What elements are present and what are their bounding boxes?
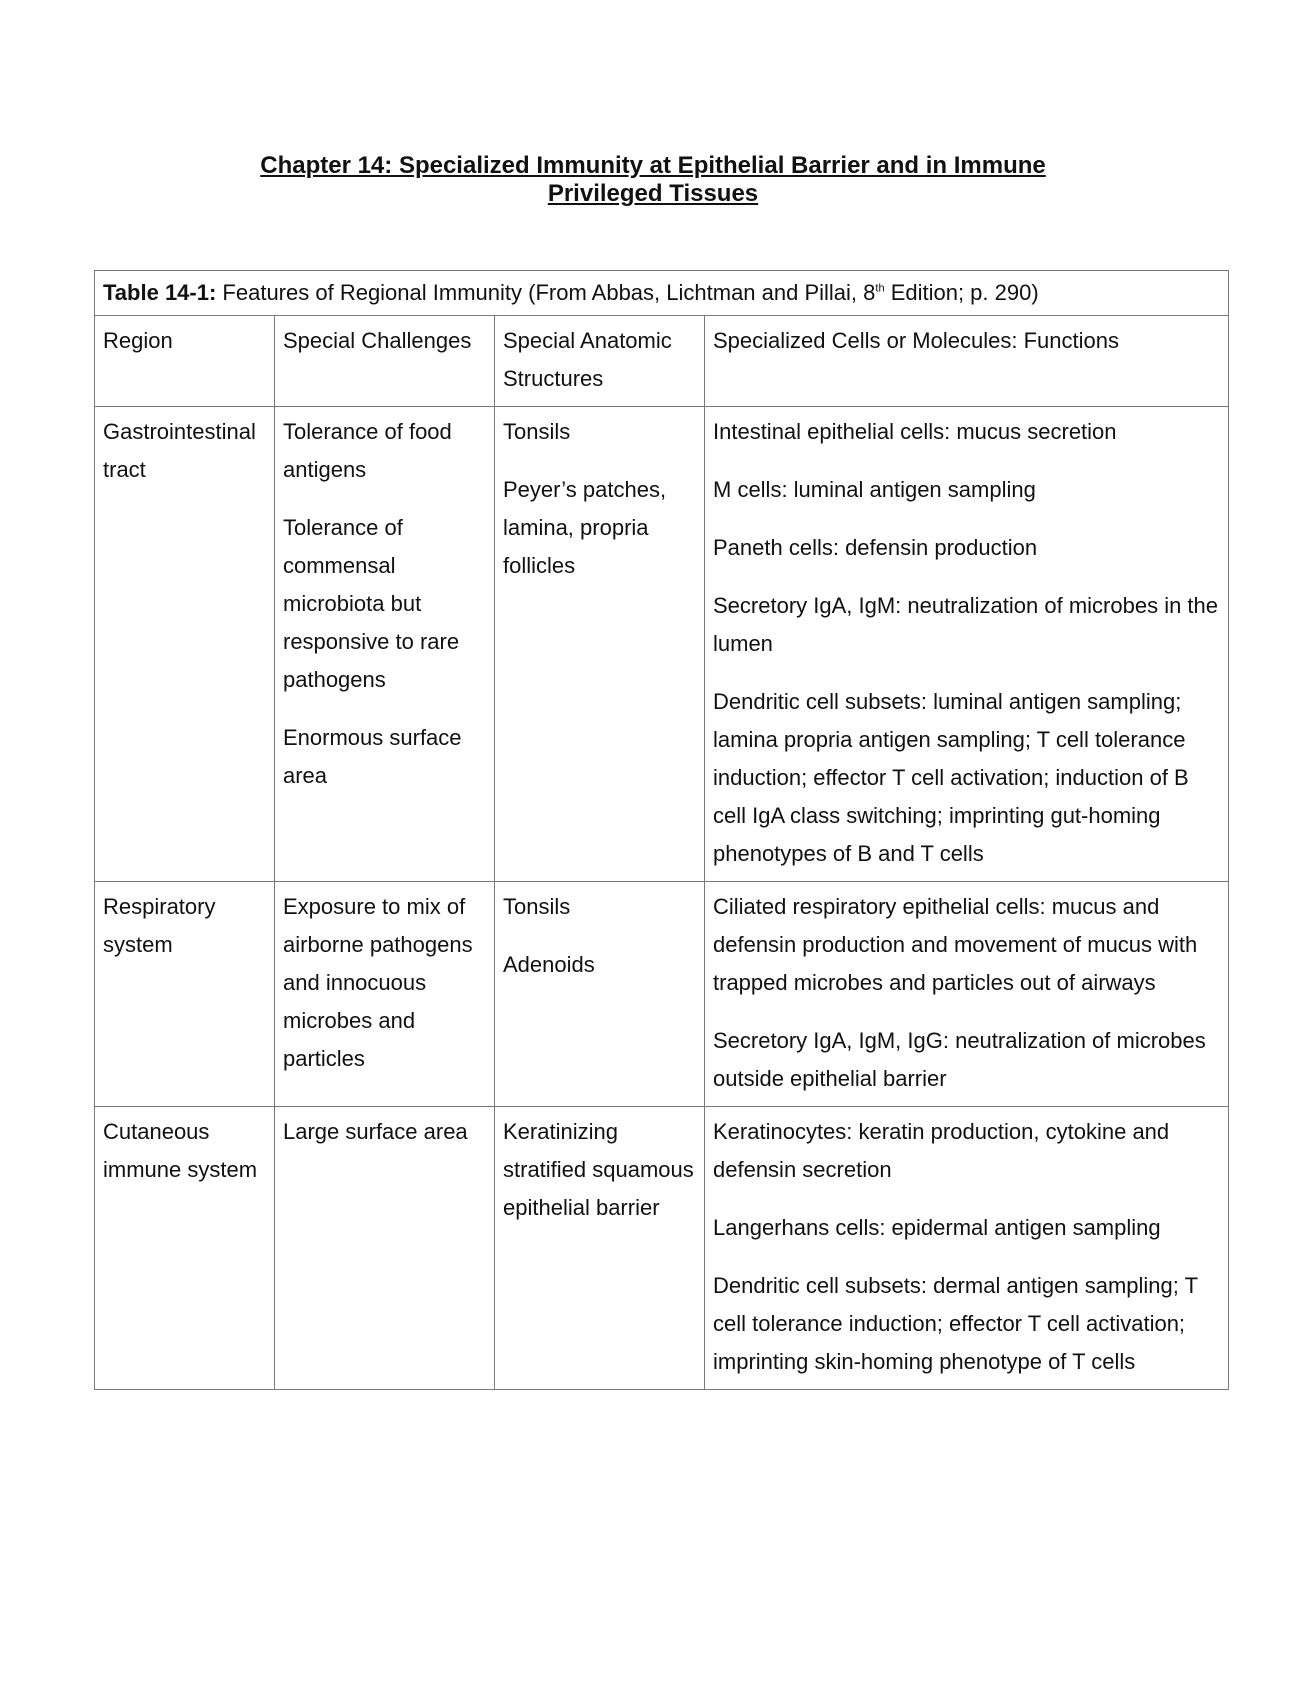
cell-function-item: Langerhans cells: epidermal antigen sampling [713,1215,1161,1240]
challenge-item: Tolerance of food antigens [283,419,452,482]
table-row [95,1107,1229,1390]
page-title-line-2: Privileged Tissues [547,180,759,207]
structure-item: Peyer’s patches, lamina, propria follicles [503,477,667,578]
challenge-item: Large surface area [283,1119,468,1144]
cell-region: Respiratory system [95,882,275,1107]
header-region: Region [95,316,275,407]
cell-region: Gastrointestinal tract [95,407,275,882]
header-special-anatomic-structures: Special Anatomic Structures [495,316,705,407]
table-caption [95,271,1229,316]
cell-function-item: Secretory IgA, IgM, IgG: neutralization of microbes outside epithelial barrier [713,1028,1206,1091]
page-title-line-1: Chapter 14: Specialized Immunity at Epithelial Barrier and in Immune [260,152,1046,179]
table-caption-text: Features of Regional Immunity (From Abbas, Lichtman and Pillai, 8 [216,280,876,305]
structure-item: Keratinizing stratified squamous epithelial barrier [503,1119,694,1220]
cell-function-item: Intestinal epithelial cells: mucus secretion [713,419,1117,444]
challenge-item: Tolerance of commensal microbiota but responsive to rare pathogens [283,515,460,692]
page-title [200,152,1106,208]
structure-item: Adenoids [503,952,595,977]
header-special-challenges: Special Challenges [275,316,495,407]
cell-function-item: Dendritic cell subsets: dermal antigen sampling; T cell tolerance induction; effector T cell activation; imprinting skin-homing phenotype of T cells [713,1273,1198,1374]
table-caption-superscript: th [875,282,885,295]
challenge-item: Enormous surface area [283,725,462,788]
cell-anatomic-structures [495,1107,705,1390]
cell-special-challenges [275,882,495,1107]
cell-specialized-cells [705,1107,1229,1390]
cell-function-item: Ciliated respiratory epithelial cells: mucus and defensin production and movement of mucus with trapped microbes and particles out of airways [713,894,1198,995]
cell-anatomic-structures [495,407,705,882]
structure-item: Tonsils [503,419,571,444]
cell-function-item: Dendritic cell subsets: luminal antigen sampling; lamina propria antigen sampling; T cell tolerance induction; effector T cell activation; induction of B cell IgA class switching; imprinting gut-homing phenotypes of B and T cells [713,689,1189,866]
cell-anatomic-structures [495,882,705,1107]
cell-function-item: Secretory IgA, IgM: neutralization of microbes in the lumen [713,593,1219,656]
table-caption-row [95,271,1229,316]
structure-item: Tonsils [503,894,571,919]
cell-specialized-cells [705,407,1229,882]
table-caption-label: Table 14-1: [103,280,217,305]
cell-function-item: M cells: luminal antigen sampling [713,477,1036,502]
table-header-row [95,316,1229,407]
cell-function-item: Keratinocytes: keratin production, cytokine and defensin secretion [713,1119,1170,1182]
table-row [95,882,1229,1107]
cell-specialized-cells [705,882,1229,1107]
cell-region: Cutaneous immune system [95,1107,275,1390]
challenge-item: Exposure to mix of airborne pathogens and innocuous microbes and particles [283,894,473,1071]
cell-special-challenges [275,407,495,882]
cell-special-challenges [275,1107,495,1390]
table-body [95,407,1229,1390]
regional-immunity-table [94,270,1229,1390]
header-specialized-cells: Specialized Cells or Molecules: Functions [705,316,1229,407]
table-row [95,407,1229,882]
cell-function-item: Paneth cells: defensin production [713,535,1038,560]
table-caption-tail: Edition; p. 290) [884,280,1039,305]
